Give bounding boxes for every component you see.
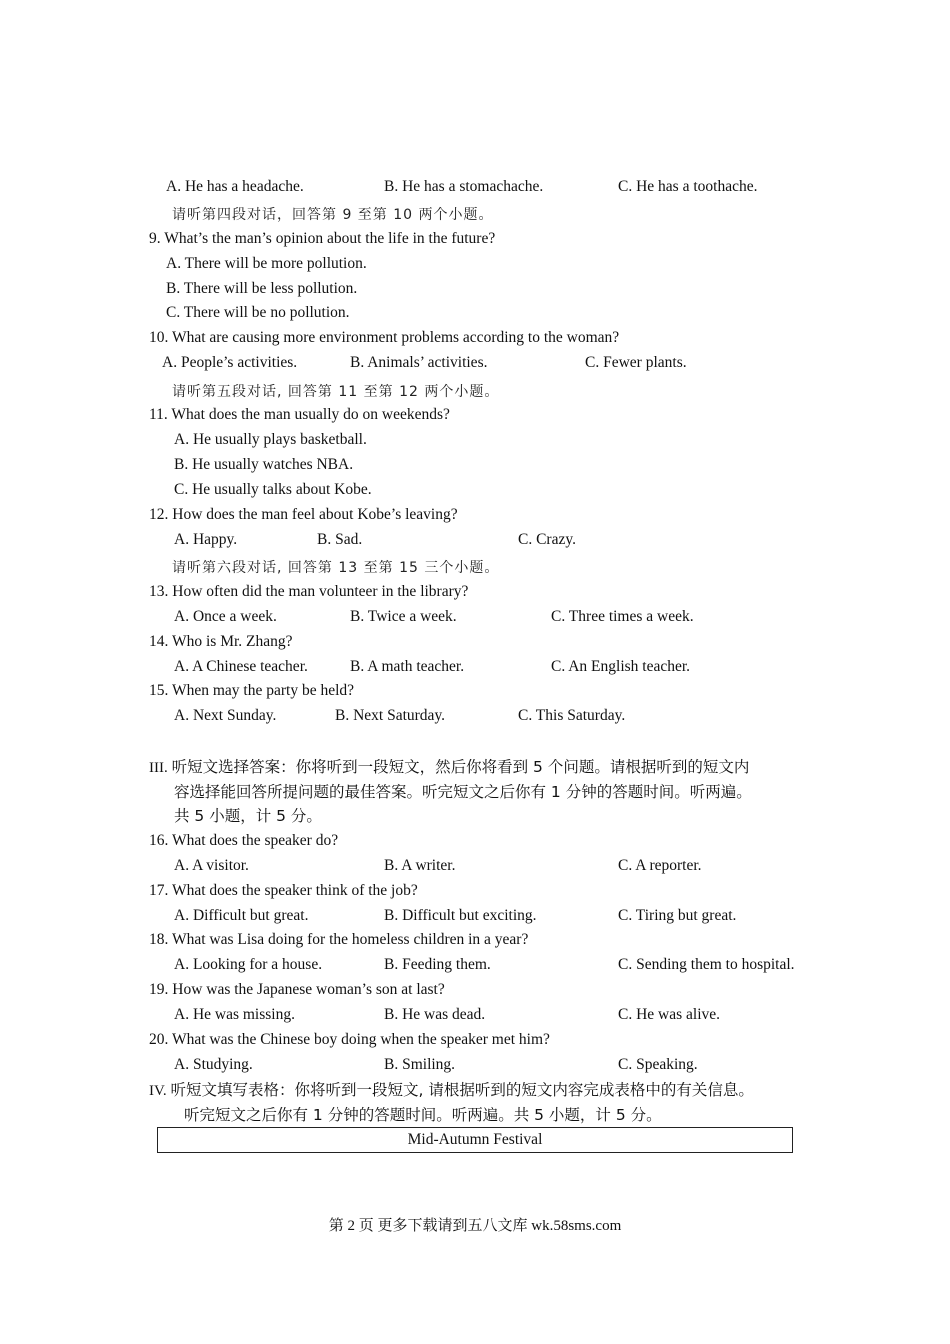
question-15: 15. When may the party be held? <box>149 682 355 699</box>
q14-option-b: B. A math teacher. <box>350 658 465 675</box>
question-19: 19. How was the Japanese woman’s son at last? <box>149 981 445 998</box>
instruction-dialogue-6: 请听第六段对话, 回答第 13 至第 15 三个小题。 <box>172 560 500 576</box>
section-4-line-2: 听完短文之后你有 1 分钟的答题时间。听两遍。共 5 小题，计 5 分。 <box>184 1106 662 1124</box>
q15-option-a: A. Next Sunday. <box>174 707 277 724</box>
q13-option-a: A. Once a week. <box>174 608 277 625</box>
q10-option-c: C. Fewer plants. <box>585 354 687 371</box>
section-4-numeral: IV. <box>149 1083 167 1099</box>
q16-option-a: A. A visitor. <box>174 857 249 874</box>
q20-option-b: B. Smiling. <box>384 1056 456 1073</box>
q17-option-b: B. Difficult but exciting. <box>384 907 537 924</box>
section-3-heading <box>149 756 749 779</box>
q12-option-b: B. Sad. <box>317 531 363 548</box>
page-footer: 第 2 页 更多下载请到五八文库 wk.58sms.com <box>328 1218 622 1234</box>
q16-option-c: C. A reporter. <box>618 857 702 874</box>
q11-option-b: B. He usually watches NBA. <box>174 456 354 473</box>
section-4-heading <box>149 1079 754 1102</box>
instruction-dialogue-4: 请听第四段对话，回答第 9 至第 10 两个小题。 <box>172 207 494 223</box>
question-16: 16. What does the speaker do? <box>149 832 339 849</box>
q8-option-b: B. He has a stomachache. <box>384 178 544 195</box>
q20-option-a: A. Studying. <box>174 1056 253 1073</box>
instruction-dialogue-5: 请听第五段对话, 回答第 11 至第 12 两个小题。 <box>172 384 500 400</box>
q10-option-a: A. People’s activities. <box>162 354 298 371</box>
q18-option-b: B. Feeding them. <box>384 956 491 973</box>
q19-option-c: C. He was alive. <box>618 1006 721 1023</box>
q13-option-c: C. Three times a week. <box>551 608 694 625</box>
q18-option-c: C. Sending them to hospital. <box>618 956 795 973</box>
q11-option-c: C. He usually talks about Kobe. <box>174 481 372 498</box>
question-20: 20. What was the Chinese boy doing when the speaker met him? <box>149 1031 550 1048</box>
q11-option-a: A. He usually plays basketball. <box>174 431 367 448</box>
festival-table-title: Mid-Autumn Festival <box>407 1131 543 1148</box>
section-3-numeral: III. <box>149 760 168 776</box>
q13-option-b: B. Twice a week. <box>350 608 457 625</box>
section-3-line-2: 容选择能回答所提问题的最佳答案。听完短文之后你有 1 分钟的答题时间。听两遍。 <box>174 783 752 801</box>
q8-option-c: C. He has a toothache. <box>618 178 758 195</box>
q12-option-a: A. Happy. <box>174 531 238 548</box>
q17-option-a: A. Difficult but great. <box>174 907 309 924</box>
question-14: 14. Who is Mr. Zhang? <box>149 633 293 650</box>
section-3-line-3: 共 5 小题，计 5 分。 <box>174 807 322 825</box>
section-4-line-1: 听短文填写表格：你将听到一段短文, 请根据听到的短文内容完成表格中的有关信息。 <box>170 1081 754 1099</box>
q20-option-c: C. Speaking. <box>618 1056 698 1073</box>
question-13: 13. How often did the man volunteer in the library? <box>149 583 469 600</box>
question-9: 9. What’s the man’s opinion about the life in the future? <box>149 230 496 247</box>
q14-option-c: C. An English teacher. <box>551 658 691 675</box>
q9-option-c: C. There will be no pollution. <box>166 304 350 321</box>
q12-option-c: C. Crazy. <box>518 531 576 548</box>
q18-option-a: A. Looking for a house. <box>174 956 323 973</box>
q10-option-b: B. Animals’ activities. <box>350 354 488 371</box>
question-11: 11. What does the man usually do on weekends? <box>149 406 450 423</box>
question-17: 17. What does the speaker think of the job? <box>149 882 418 899</box>
festival-table <box>157 1127 793 1153</box>
q8-option-a: A. He has a headache. <box>166 178 304 195</box>
question-10: 10. What are causing more environment problems according to the woman? <box>149 329 620 346</box>
q19-option-a: A. He was missing. <box>174 1006 295 1023</box>
q16-option-b: B. A writer. <box>384 857 456 874</box>
q15-option-c: C. This Saturday. <box>518 707 626 724</box>
q9-option-b: B. There will be less pollution. <box>166 280 358 297</box>
question-12: 12. How does the man feel about Kobe’s leaving? <box>149 506 458 523</box>
q14-option-a: A. A Chinese teacher. <box>174 658 308 675</box>
q15-option-b: B. Next Saturday. <box>335 707 446 724</box>
q19-option-b: B. He was dead. <box>384 1006 486 1023</box>
question-18: 18. What was Lisa doing for the homeless children in a year? <box>149 931 529 948</box>
section-3-line-1: 听短文选择答案：你将听到一段短文，然后你将看到 5 个问题。请根据听到的短文内 <box>171 758 750 776</box>
q17-option-c: C. Tiring but great. <box>618 907 737 924</box>
q9-option-a: A. There will be more pollution. <box>166 255 367 272</box>
